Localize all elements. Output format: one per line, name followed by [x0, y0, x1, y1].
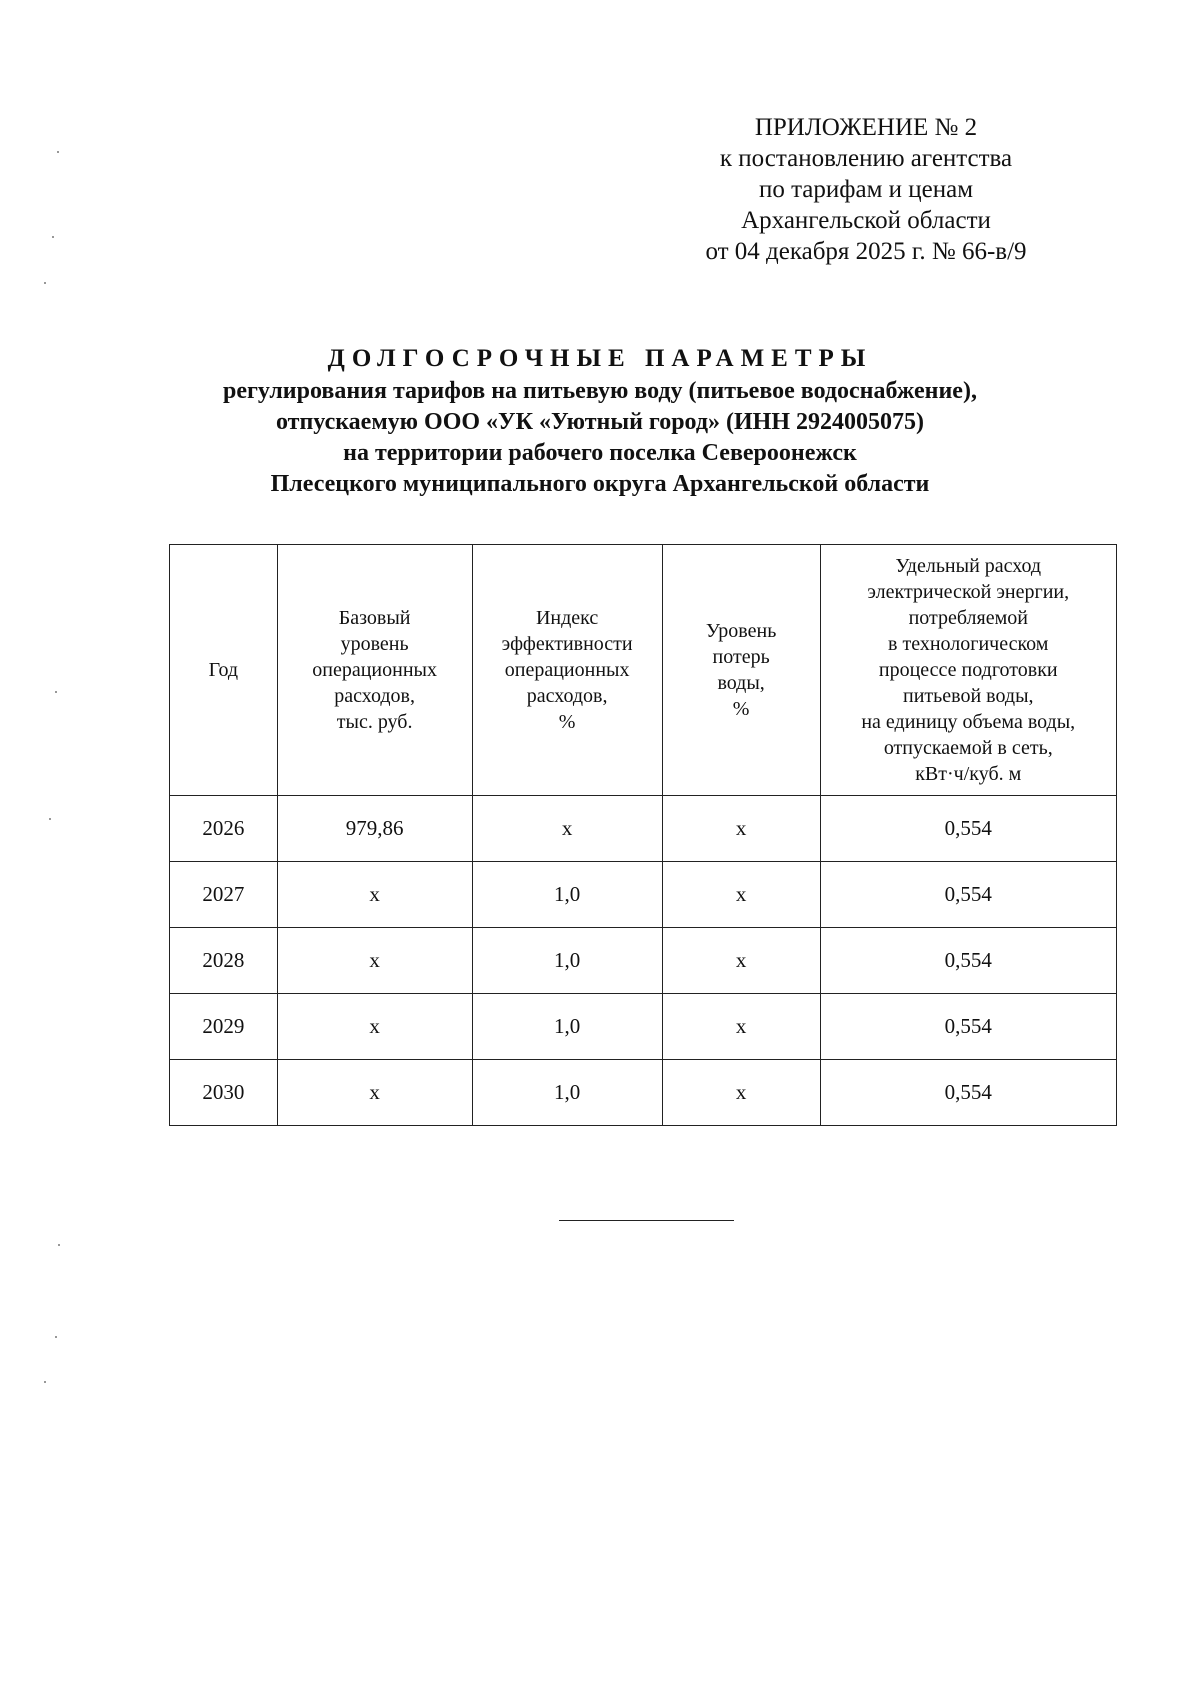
scan-speck	[52, 236, 54, 238]
cell-year: 2029	[170, 994, 278, 1060]
cell-water-loss: x	[662, 994, 820, 1060]
table-row	[170, 796, 1117, 862]
cell-energy-consumption: 0,554	[820, 1060, 1116, 1126]
header-text-line: расходов,	[526, 685, 608, 707]
table-header-row	[170, 545, 1117, 796]
title-line: отпускаемую ООО «УК «Уютный город» (ИНН 2924005075)	[276, 409, 924, 435]
cell-year: 2026	[170, 796, 278, 862]
header-text-line: операционных	[312, 659, 437, 681]
cell-energy-consumption: 0,554	[820, 862, 1116, 928]
scan-speck	[58, 1244, 60, 1246]
table-body	[170, 796, 1117, 1126]
header-text-line: питьевой воды,	[903, 685, 1034, 707]
header-text-line: отпускаемой в сеть,	[883, 737, 1053, 759]
cell-efficiency-index: x	[472, 796, 662, 862]
header-text-line: воды,	[717, 672, 765, 694]
cell-efficiency-index: 1,0	[472, 1060, 662, 1126]
table-row	[170, 862, 1117, 928]
appendix-resolution-line: к постановлению агентства	[719, 145, 1013, 172]
appendix-number: ПРИЛОЖЕНИЕ № 2	[754, 114, 978, 141]
parameters-table	[169, 544, 1117, 1126]
cell-base-opex: x	[277, 1060, 472, 1126]
header-text-line: %	[732, 698, 750, 720]
header-text-line: уровень	[340, 633, 409, 655]
scan-speck	[55, 691, 57, 693]
cell-energy-consumption: 0,554	[820, 928, 1116, 994]
scan-speck	[44, 282, 46, 284]
cell-year: 2028	[170, 928, 278, 994]
header-text-line: эффективности	[501, 633, 633, 655]
document-title	[100, 342, 1100, 500]
end-rule	[559, 1220, 734, 1221]
header-text-line: в технологическом	[888, 633, 1049, 655]
header-water-loss	[662, 545, 820, 796]
title-line: Плесецкого муниципального округа Архангельской области	[270, 471, 930, 497]
header-text-line: Год	[208, 659, 239, 681]
table-row	[170, 1060, 1117, 1126]
header-text-line: расходов,	[334, 685, 415, 707]
cell-water-loss: x	[662, 862, 820, 928]
cell-water-loss: x	[662, 796, 820, 862]
cell-base-opex: 979,86	[277, 796, 472, 862]
cell-base-opex: x	[277, 862, 472, 928]
table-row	[170, 928, 1117, 994]
cell-base-opex: x	[277, 928, 472, 994]
cell-water-loss: x	[662, 928, 820, 994]
cell-year: 2030	[170, 1060, 278, 1126]
header-text-line: потерь	[712, 646, 770, 668]
header-text-line: Удельный расход	[895, 555, 1042, 577]
appendix-date-line: от 04 декабря 2025 г. № 66-в/9	[705, 238, 1027, 265]
header-text-line: тыс. руб.	[336, 711, 413, 733]
header-year	[170, 545, 278, 796]
header-text-line: Базовый	[338, 607, 411, 629]
header-text-line: кВт·ч/куб. м	[915, 763, 1022, 785]
cell-base-opex: x	[277, 994, 472, 1060]
header-text-line: операционных	[504, 659, 630, 681]
header-text-line: на единицу объема воды,	[861, 711, 1076, 733]
cell-efficiency-index: 1,0	[472, 862, 662, 928]
cell-water-loss: x	[662, 1060, 820, 1126]
header-base-opex	[277, 545, 472, 796]
scan-speck	[57, 151, 59, 153]
scan-speck	[49, 818, 51, 820]
header-text-line: %	[558, 711, 576, 733]
cell-efficiency-index: 1,0	[472, 928, 662, 994]
cell-energy-consumption: 0,554	[820, 994, 1116, 1060]
header-text-line: электрической энергии,	[867, 581, 1070, 603]
cell-energy-consumption: 0,554	[820, 796, 1116, 862]
appendix-block	[640, 112, 1092, 267]
header-text-line: Уровень	[705, 620, 777, 642]
title-line: регулирования тарифов на питьевую воду (питьевое водоснабжение),	[223, 378, 977, 404]
title-main: ДОЛГОСРОЧНЫЕ ПАРАМЕТРЫ	[327, 345, 873, 372]
appendix-region-line: Архангельской области	[741, 207, 991, 234]
header-efficiency-index	[472, 545, 662, 796]
header-text-line: процессе подготовки	[878, 659, 1058, 681]
cell-efficiency-index: 1,0	[472, 994, 662, 1060]
header-energy-consumption	[820, 545, 1116, 796]
scan-speck	[55, 1336, 57, 1338]
scan-speck	[44, 1381, 46, 1383]
header-text-line: Индекс	[535, 607, 599, 629]
title-line: на территории рабочего поселка Североонежск	[343, 440, 857, 466]
table-row	[170, 994, 1117, 1060]
cell-year: 2027	[170, 862, 278, 928]
header-text-line: потребляемой	[908, 607, 1028, 629]
appendix-agency-line: по тарифам и ценам	[758, 176, 974, 203]
